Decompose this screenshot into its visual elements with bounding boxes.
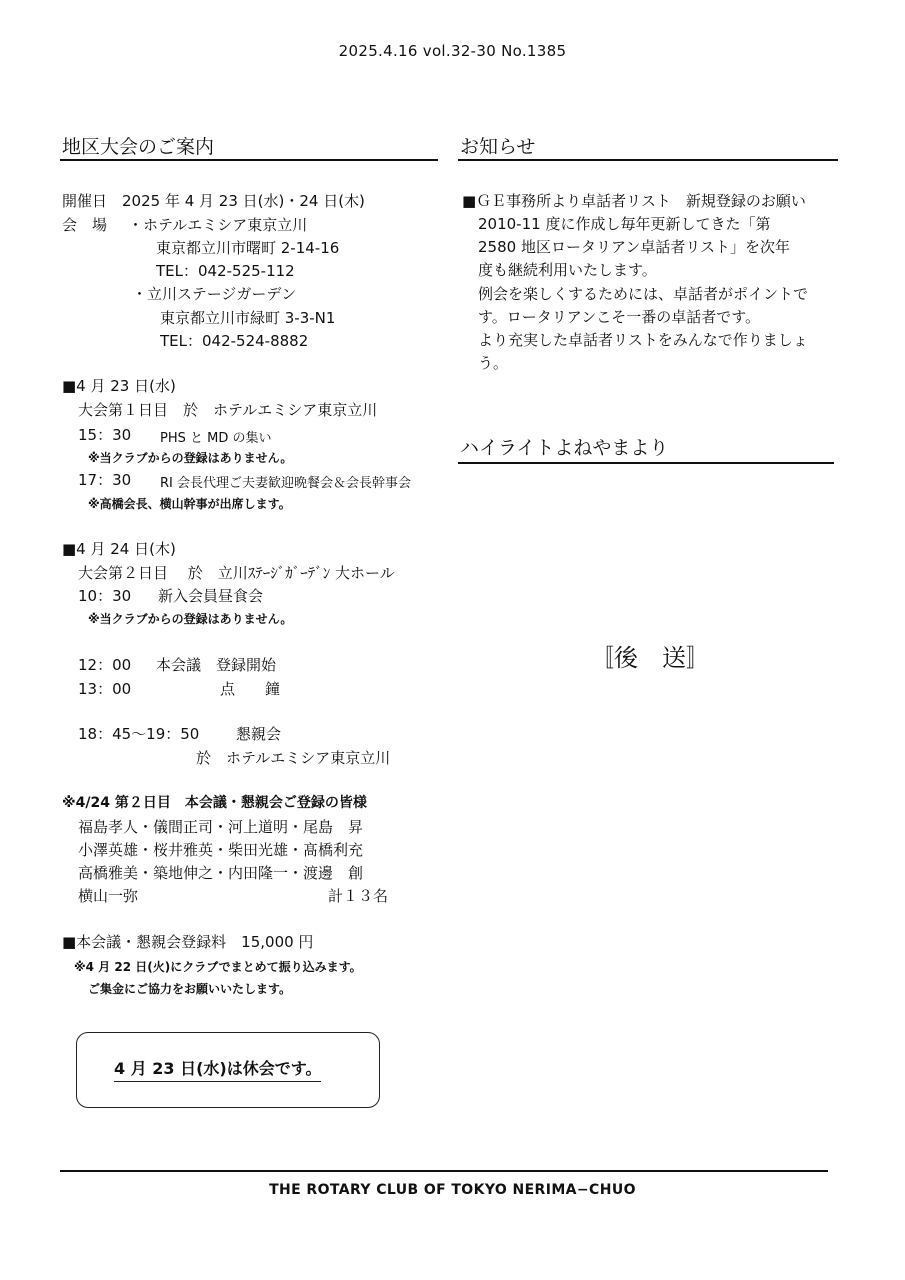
day1-note1: ※当クラブからの登録はありません。 <box>88 451 293 465</box>
highlight-section-title: ハイライトよねやまより <box>460 437 669 459</box>
notice-line-2: 2010-11 度に作成し毎年更新してきた「第 <box>478 215 771 233</box>
venue1-address: 東京都立川市曙町 2-14-16 <box>156 239 340 257</box>
footer-club-name: THE ROTARY CLUB OF TOKYO NERIMA−CHUO <box>269 1182 636 1198</box>
notice-line-1: ■ＧＥ事務所より卓話者リスト 新規登録のお願い <box>462 192 806 210</box>
notice-line-5: 例会を楽しくするためには、卓話者がポイントで <box>478 285 809 303</box>
event-date-line: 開催日 2025 年 4 月 23 日(水)・24 日(木) <box>62 192 365 210</box>
venue2-name: ・立川ステージガーデン <box>132 285 297 303</box>
day2-time4: 18：45〜19：50 <box>78 725 200 743</box>
notice-line-3: 2580 地区ロータリアン卓話者リスト」を次年 <box>478 238 791 256</box>
day1-event2: RI 会長代理ご夫妻歓迎晩餐会＆会長幹事会 <box>160 476 411 491</box>
event-title-rule <box>60 159 438 161</box>
day2-place: 大会第２日目 於 立川ｽﾃｰｼﾞｶﾞｰﾃﾞﾝ 大ホール <box>78 564 395 582</box>
highlight-title-rule <box>458 462 834 464</box>
day2-time3: 13：00 <box>78 680 132 698</box>
notice-line-4: 度も継続利用いたします。 <box>478 261 657 279</box>
notice-line-7: より充実した卓話者リストをみんなで作りましょ <box>478 331 808 349</box>
day2-heading: ■4 月 24 日(木) <box>62 540 176 558</box>
registrants-total: 計１３名 <box>328 887 389 905</box>
event-section-title: 地区大会のご案内 <box>62 136 215 158</box>
venue1-name: ・ホテルエミシア東京立川 <box>128 216 308 234</box>
day2-event2: 本会議 登録開始 <box>156 656 277 674</box>
notice-line-8: う。 <box>478 354 509 372</box>
fee-note2: ご集金にご協力をお願いいたします。 <box>88 982 292 996</box>
day1-note2: ※高橋会長、横山幹事が出席します。 <box>88 497 291 511</box>
venue-label: 会 場 <box>62 216 108 234</box>
notice-title-rule <box>458 159 838 161</box>
venue2-tel: TEL：042-524-8882 <box>160 332 309 350</box>
day1-time2: 17：30 <box>78 471 132 489</box>
day2-event1: 新入会員昼食会 <box>158 587 264 605</box>
venue2-address: 東京都立川市緑町 3-3-N1 <box>160 309 336 327</box>
day2-event4: 懇親会 <box>236 725 282 743</box>
notice-line-6: す。ロータリアンこそ一番の卓話者です。 <box>478 308 761 326</box>
issue-header: 2025.4.16 vol.32-30 No.1385 <box>338 42 567 60</box>
fee-line: ■本会議・懇親会登録料 15,000 円 <box>62 933 314 951</box>
day2-time1: 10：30 <box>78 587 132 605</box>
day2-event4-place: 於 ホテルエミシア東京立川 <box>196 749 391 767</box>
venue1-tel: TEL：042-525-112 <box>156 262 295 280</box>
notice-section-title: お知らせ <box>460 136 536 158</box>
fee-note1: ※4 月 22 日(火)にクラブでまとめて振り込みます。 <box>74 960 362 974</box>
day2-event3: 点 鐘 <box>220 680 281 698</box>
registrants-row4-name: 横山一弥 <box>78 887 139 905</box>
registrants-row3: 高橋雅美・築地伸之・内田隆一・渡邊 創 <box>78 864 364 882</box>
registrants-row1: 福島孝人・儀間正司・河上道明・尾島 昇 <box>78 818 364 836</box>
day2-time2: 12：00 <box>78 656 132 674</box>
day2-note1: ※当クラブからの登録はありません。 <box>88 612 293 626</box>
day1-time1: 15：30 <box>78 426 132 444</box>
day1-event1: PHS と MD の集い <box>160 431 272 446</box>
day1-heading: ■4 月 23 日(水) <box>62 377 176 395</box>
registrants-heading: ※4/24 第２日目 本会議・懇親会ご登録の皆様 <box>62 795 367 811</box>
registrants-row2: 小澤英雄・桜井雅英・柴田光雄・髙橋利充 <box>78 841 364 859</box>
highlight-body: 〚後 送〛 <box>590 644 710 672</box>
closed-notice-text: 4 月 23 日(水)は休会です。 <box>114 1057 321 1082</box>
day1-place: 大会第１日目 於 ホテルエミシア東京立川 <box>78 401 378 419</box>
footer-rule <box>60 1170 828 1172</box>
